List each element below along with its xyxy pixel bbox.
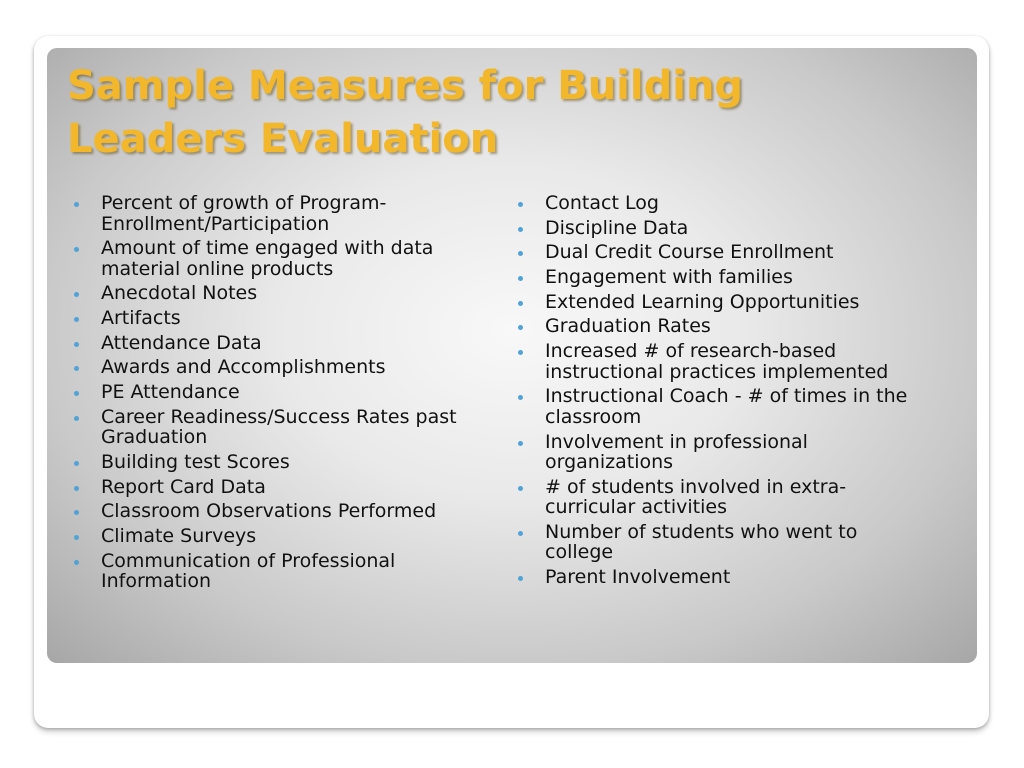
list-item-text: # of students involved in extra-curricular activities	[545, 475, 847, 519]
bullet-icon	[74, 292, 79, 297]
list-item-text: Communication of Professional Information	[101, 549, 396, 593]
list-item	[73, 193, 468, 234]
list-item	[73, 333, 468, 354]
list-item	[517, 193, 912, 214]
list-item-text: Anecdotal Notes	[101, 282, 258, 305]
list-item	[73, 526, 468, 547]
bullet-icon	[518, 301, 523, 306]
list-item-text: Building test Scores	[101, 451, 290, 473]
list-item	[73, 551, 468, 592]
bullet-icon	[74, 202, 79, 207]
list-item	[517, 242, 912, 263]
bullet-icon	[518, 202, 523, 207]
list-item	[517, 477, 912, 518]
list-item-text: Awards and Accomplishments	[101, 356, 386, 379]
bullet-icon	[518, 227, 523, 232]
bullet-icon	[74, 366, 79, 371]
list-item-text: Graduation Rates	[545, 315, 711, 338]
list-item-text: Dual Credit Course Enrollment	[545, 241, 834, 264]
bullet-icon	[518, 276, 523, 281]
list-item	[73, 382, 468, 403]
list-item-text: Amount of time engaged with data material online products	[101, 237, 434, 280]
bullet-icon	[74, 486, 79, 491]
right-measures-list	[517, 193, 912, 592]
list-item	[517, 341, 912, 382]
list-item-text: Career Readiness/Success Rates past Graduation	[101, 405, 457, 449]
slide-title-line-2: Leaders Evaluation	[67, 116, 499, 162]
left-measures-list	[73, 193, 468, 596]
list-item	[517, 386, 912, 427]
list-item-text: Extended Learning Opportunities	[545, 290, 860, 313]
list-item-text: Contact Log	[545, 192, 659, 214]
list-item	[73, 283, 468, 304]
bullet-icon	[74, 560, 79, 565]
bullet-icon	[74, 247, 79, 252]
list-item-text: Increased # of research-based instructional practices implemented	[545, 340, 889, 383]
list-item-text: Attendance Data	[101, 331, 262, 354]
list-item	[517, 432, 912, 473]
bullet-icon	[518, 350, 523, 355]
bullet-icon	[518, 441, 523, 446]
list-item	[73, 501, 468, 522]
list-item	[517, 316, 912, 337]
list-item-text: Report Card Data	[101, 475, 266, 498]
list-item	[73, 357, 468, 378]
list-item-text: Parent Involvement	[545, 566, 731, 589]
list-item-text: Engagement with families	[545, 266, 793, 289]
bullet-icon	[518, 395, 523, 400]
bullet-icon	[74, 317, 79, 322]
list-item	[73, 308, 468, 329]
list-item-text: Classroom Observations Performed	[101, 500, 437, 523]
bullet-icon	[518, 486, 523, 491]
slide-title	[67, 60, 927, 166]
bullet-icon	[74, 461, 79, 466]
list-item-text: PE Attendance	[101, 381, 240, 404]
list-item	[517, 267, 912, 288]
bullet-icon	[74, 391, 79, 396]
list-item	[517, 522, 912, 563]
bullet-icon	[518, 251, 523, 256]
list-item	[73, 452, 468, 473]
list-item-text: Involvement in professional organizations	[545, 430, 808, 473]
list-item-text: Number of students who went to college	[545, 520, 858, 564]
list-item	[73, 238, 468, 279]
bullet-icon	[518, 325, 523, 330]
bullet-icon	[518, 531, 523, 536]
list-item-text: Discipline Data	[545, 216, 689, 239]
list-item-text: Instructional Coach - # of times in the classroom	[545, 385, 908, 428]
slide-title-line-1: Sample Measures for Building	[67, 63, 744, 109]
bullet-icon	[74, 342, 79, 347]
bullet-icon	[74, 416, 79, 421]
list-item	[517, 218, 912, 239]
list-item-text: Climate Surveys	[101, 525, 257, 548]
list-item	[517, 567, 912, 588]
list-item	[73, 477, 468, 498]
bullet-icon	[518, 576, 523, 581]
list-item	[73, 407, 468, 448]
bullet-icon	[74, 510, 79, 515]
list-item-text: Percent of growth of Program-Enrollment/Participation	[101, 192, 387, 235]
list-item-text: Artifacts	[101, 307, 181, 330]
list-item	[517, 292, 912, 313]
bullet-icon	[74, 535, 79, 540]
